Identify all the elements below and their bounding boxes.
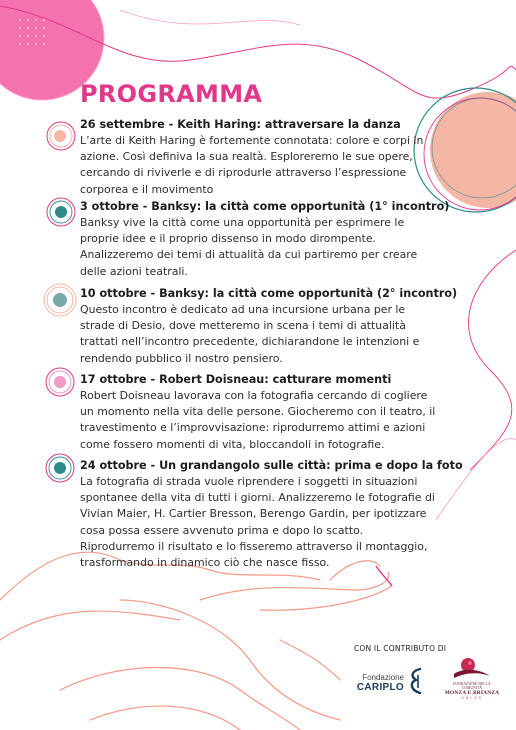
peach-circle-right — [430, 92, 516, 208]
event-4 — [80, 372, 436, 453]
event-description — [80, 215, 436, 280]
bullet-icon-1 — [44, 120, 78, 152]
desc-line: delle azioni teatrali. — [80, 264, 188, 278]
cariplo-line1: Fondazione — [362, 673, 404, 682]
event-3 — [80, 286, 458, 367]
desc-line: un momento nella vita delle persone. Giocheremo con il teatro, il — [80, 405, 436, 419]
desc-line: travestimento e l’improvvisazione: riprodurremo attimi e azioni — [80, 421, 426, 435]
event-heading: 17 ottobre - Robert Doisneau: catturare momenti — [80, 373, 392, 386]
desc-line: Riprodurremo il risultato e lo fisseremo attraverso il montaggio, — [80, 539, 428, 553]
bullet-icon-2 — [44, 196, 78, 228]
event-heading: 26 settembre - Keith Haring: attraversare la danza — [80, 118, 401, 131]
desc-line: L’arte di Keith Haring è fortemente connotata: colore e corpi in — [80, 134, 424, 147]
event-heading: 3 ottobre - Banksy: la città come opportunità (1° incontro) — [80, 200, 450, 213]
event-2 — [80, 199, 450, 280]
desc-line: Vivian Maier, H. Cartier Bresson, Berengo Gardin, per ipotizzare — [80, 507, 427, 521]
event-1 — [80, 117, 436, 198]
desc-line: Robert Doisneau lavorava con la fotografia cercando di cogliere — [80, 389, 428, 402]
desc-line: spontanee della vita di tutti i giorni. Analizzeremo le fotografie di — [80, 491, 435, 505]
desc-line: Analizzeremo dei temi di attualità da cui partiremo per creare — [80, 248, 418, 262]
event-description — [80, 302, 436, 367]
fondazione-cariplo-logo — [354, 673, 404, 693]
cariplo-line2: CARIPLO — [356, 682, 404, 693]
sponsor-label: CON IL CONTRIBUTO DI — [354, 644, 447, 653]
monza-heart-icon — [452, 656, 492, 682]
monza-line2: MONZA E BRIANZA — [444, 690, 500, 696]
desc-line: strade di Desio, dove metteremo in scena i temi di attualità — [80, 319, 406, 333]
bullet-icon-4 — [42, 366, 78, 398]
event-description — [80, 133, 436, 198]
fondazione-monza-brianza-logo — [444, 656, 500, 701]
desc-line: cercando di riviverle e di riprodurle attraverso l’espressione — [80, 166, 407, 180]
desc-line: proprie idee e il proprio dissenso in modo dirompente. — [80, 232, 377, 246]
event-5 — [80, 458, 463, 571]
cariplo-mark-icon — [406, 666, 424, 696]
desc-line: rendendo pubblico il nostro pensiero. — [80, 351, 283, 365]
desc-line: cosa possa essere avvenuto prima e dopo lo scatto. — [80, 523, 364, 537]
hand-illustration — [0, 552, 392, 730]
event-heading: 10 ottobre - Banksy: la città come opportunità (2° incontro) — [80, 287, 458, 300]
desc-line: come fossero momenti di vita, bloccandoli in fotografie. — [80, 437, 385, 451]
event-description — [80, 388, 436, 453]
page-title: PROGRAMMA — [80, 80, 263, 108]
desc-line: La fotografia di strada vuole riprendere i soggetti in situazioni — [80, 475, 418, 488]
desc-line: Questo incontro è dedicato ad una incursione urbana per le — [80, 303, 406, 316]
monza-line3: ONLUS — [461, 696, 483, 700]
desc-line: azione. Così definiva la sua realtà. Esploreremo le sue opere, — [80, 150, 413, 164]
desc-line: corporea e il movimento — [80, 182, 214, 196]
bullet-icon-3 — [40, 282, 80, 318]
monza-line1: FONDAZIONE DELLA COMUNITÀ — [453, 682, 491, 690]
bullet-icon-5 — [42, 452, 78, 484]
wavy-line-right — [469, 250, 516, 470]
desc-line: Banksy vive la città come una opportunità per esprimere le — [80, 216, 405, 229]
desc-line: trasformando in dinamico ciò che nasce fisso. — [80, 556, 330, 570]
desc-line: trattati nell’incontro precedente, dichiarandone le intenzioni e — [80, 335, 420, 349]
event-description — [80, 474, 436, 571]
event-heading: 24 ottobre - Un grandangolo sulle città: prima e dopo la foto — [80, 459, 463, 472]
